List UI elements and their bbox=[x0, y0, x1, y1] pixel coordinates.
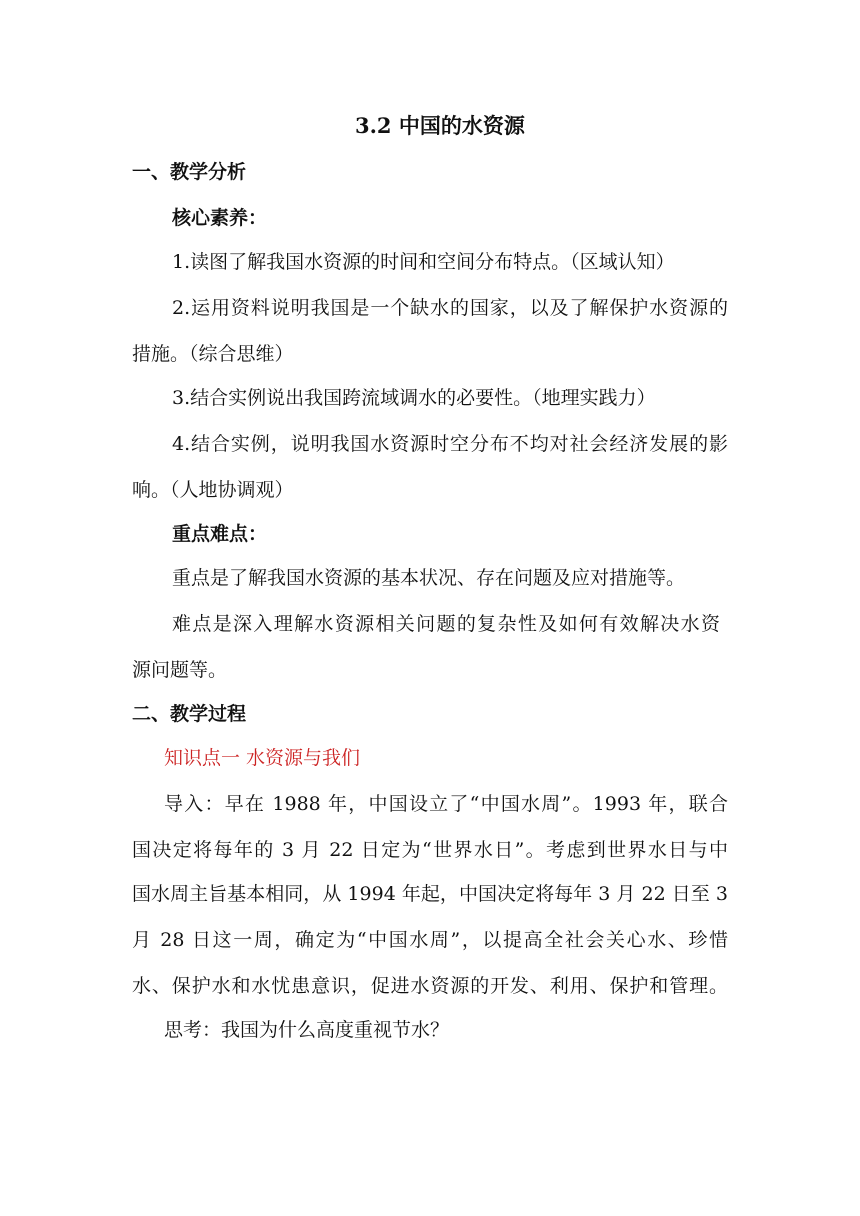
key-difficult-label: 重点难点： bbox=[172, 523, 268, 545]
intro-paragraph-line: 月 28 日这一周，确定为“中国水周”，以提高全社会关心水、珍惜 bbox=[132, 929, 728, 951]
page-title: 3.2 中国的水资源 bbox=[355, 113, 525, 138]
core-item: 2.运用资料说明我国是一个缺水的国家，以及了解保护水资源的 bbox=[172, 297, 728, 319]
key-item: 源问题等。 bbox=[132, 659, 228, 681]
key-item: 难点是深入理解水资源相关问题的复杂性及如何有效解决水资 bbox=[172, 613, 720, 635]
core-item: 3.结合实例说出我国跨流域调水的必要性。（地理实践力） bbox=[172, 387, 656, 409]
core-item: 措施。（综合思维） bbox=[132, 343, 294, 365]
core-item: 4.结合实例，说明我国水资源时空分布不均对社会经济发展的影 bbox=[172, 433, 728, 455]
intro-paragraph-line: 水、保护水和水忧患意识，促进水资源的开发、利用、保护和管理。 bbox=[132, 975, 728, 997]
core-literacy-label: 核心素养： bbox=[172, 207, 268, 229]
section-heading-process: 二、教学过程 bbox=[132, 703, 247, 725]
core-item: 1.读图了解我国水资源的时间和空间分布特点。（区域认知） bbox=[172, 251, 675, 273]
intro-paragraph-line: 导入：早在 1988 年，中国设立了“中国水周”。1993 年，联合 bbox=[164, 793, 728, 815]
intro-paragraph-line: 国决定将每年的 3 月 22 日定为“世界水日”。考虑到世界水日与中 bbox=[132, 839, 728, 861]
section-heading-analysis: 一、教学分析 bbox=[132, 161, 247, 183]
intro-paragraph-line: 国水周主旨基本相同，从 1994 年起，中国决定将每年 3 月 22 日至 3 bbox=[132, 883, 728, 905]
core-item: 响。（人地协调观） bbox=[132, 479, 294, 501]
key-item: 重点是了解我国水资源的基本状况、存在问题及应对措施等。 bbox=[172, 567, 686, 589]
think-question: 思考：我国为什么高度重视节水？ bbox=[164, 1019, 450, 1041]
knowledge-point-heading: 知识点一 水资源与我们 bbox=[164, 747, 361, 769]
